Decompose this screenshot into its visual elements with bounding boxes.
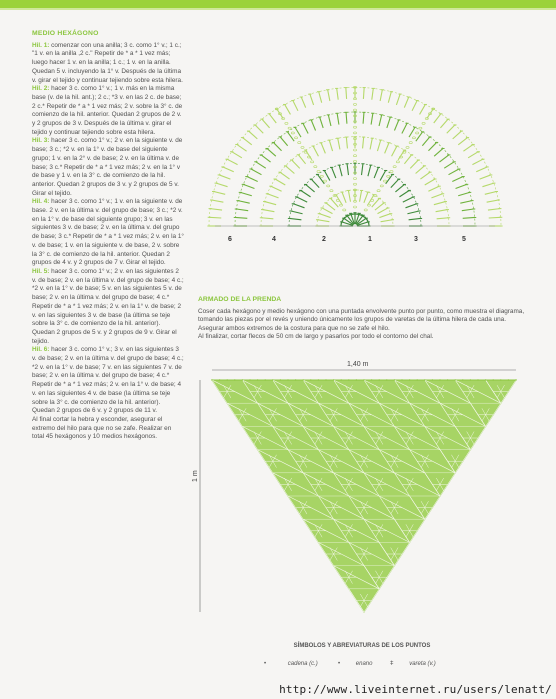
fringe-point: [265, 379, 266, 380]
armado-body: Coser cada hexágono y medio hexágono con una puntada envolvente punto por punto, como muestra el diagrama, tomando las piezas por el revés y uniendo únicamente los grupos de varetas de la última hilera de cada una. Asegurar ambos extremos de la costura para que no se zafe el hilo.: [198, 307, 525, 332]
fringe-point: [379, 379, 380, 380]
row-label: Hil. 4:: [32, 198, 50, 206]
row-text: hacer 3 c. como 1° v.; 1 v. en la siguiente v. de base. 2 v. en la última v. del grupo de base; 3 c.; *2 v. en la 1° v. de base del siguiente grupo; 3 v. en las siguientes 3 v. de base; 2 v. en la última v. del grupo de base; 3 c.* Repetir de * a * 1 vez más; 2 v. en la 1° v. de base; 1 v. en la siguiente v. de base, 2 v. sobre la 3° c. de comienzo de la hil. anterior. Quedan 2 grupos de 4 v. y 2 grupos de 7 v. Girar el tejido.: [32, 198, 184, 267]
fringe-point: [219, 379, 220, 380]
row-number-label: 6: [228, 236, 232, 243]
fringe-point: [272, 379, 273, 380]
fringe-point: [485, 379, 486, 380]
shawl-height-label: 1 m: [192, 470, 199, 482]
row-number-label: 4: [272, 236, 276, 243]
fringe-point: [227, 379, 228, 380]
fringe-point: [394, 379, 395, 380]
fringe-point: [371, 379, 372, 380]
fringe-point: [211, 379, 212, 380]
instruction-closing: Al final cortar la hebra y esconder, asegurar el extremo del hilo para que no se zafe. Realizar en total 45 hexágonos y 10 medios hexágonos.: [32, 415, 172, 441]
legend-item-cadena: [264, 661, 318, 667]
row-label: Hil. 1:: [32, 41, 50, 49]
legend-label: enano: [355, 661, 373, 667]
fringe-point: [356, 379, 357, 380]
fringe-point: [310, 379, 311, 380]
fringe-point: [287, 379, 288, 380]
fringe-point: [417, 379, 418, 380]
fringe-point: [508, 379, 509, 380]
fringe-point: [470, 379, 471, 380]
legend-label: vareta (v.): [409, 661, 436, 667]
fringe-point: [348, 379, 349, 380]
fringe-point: [363, 379, 364, 380]
fringe-point: [257, 379, 258, 380]
row-text: hacer 3 c. como 1° v.; 3 v. en las siguientes 3 v. de base; 2 v. en la última v. del grupo de base; 4 c.; *2 v. en la 1° v. de base; 7 v. en las siguientes 7 v. de base; 2 v. en la última v. del grupo de base; 4 c.* Repetir de * a * 1 vez más; 2 v. en la 1° v. de base; 4 v. en las siguientes 4 v. de base (la última se teje sobre la 3° c. de comienzo de la hil. anterior). Quedan 2 grupos de 6 v. y 2 grupos de 11 v.: [32, 346, 184, 415]
row-label: Hil. 2:: [32, 85, 50, 93]
chain-symbol-icon: •: [264, 661, 267, 667]
fringe-point: [341, 379, 342, 380]
fringe-point: [280, 379, 281, 380]
section-title-armado: ARMADO DE LA PRENDA: [198, 296, 282, 303]
fringe-point: [333, 379, 334, 380]
row-number-label: 5: [462, 236, 466, 243]
fringe-point: [515, 379, 516, 380]
section-title-medio: MEDIO HEXÁGONO: [32, 30, 99, 37]
fringe-point: [325, 379, 326, 380]
fringe-point: [432, 379, 433, 380]
row-label: Hil. 5:: [32, 267, 50, 275]
fringe-point: [455, 379, 456, 380]
fringe-point: [295, 379, 296, 380]
row-text: hacer 3 c. como 1° v.; 2 v. en las siguientes 2 v. de base; 2 v. en la última v. del grupo de base; 4 c.; *2 v. en la 1° v. de base; 5 v. en las siguientes 5 v. de base; 2 v. en la última v. del grupo de base; 4 c.* Repetir de * a * 1 vez más; 2 v. en la 1° v. de base; 2 v. en las siguientes 3 v. de base (la última se teje sobre la 3° c. de comienzo de la hil. anterior). Quedan 2 grupos de 5 v. y 2 grupos de 9 v. Girar el tejido.: [32, 267, 184, 345]
legend-label: cadena (c.): [287, 661, 318, 667]
fringe-point: [409, 379, 410, 380]
fringe-point: [462, 379, 463, 380]
row-number-label: 2: [322, 236, 326, 243]
shawl-width-label: 1,40 m: [347, 361, 369, 368]
legend-item-enano: [338, 661, 372, 667]
row-text: hacer 3 c. como 1° v.; 2 v. en la siguiente v. de base; 3 c.; *2 v. en la 1° v. de base del siguiente grupo; 1 v. en la 2° v. de base; 2 v. en la última v. de base; 3 c.* Repetir de * a * 1 vez más; 2 v. en la 1° v de base y 1 v. en la 3° c. de comienzo de la hil. anterior. Quedan 2 grupos de 3 v. y 2 grupos de 5 v. Girar el tejido.: [32, 137, 183, 197]
fringe-point: [500, 379, 501, 380]
legend-item-vareta: [390, 661, 436, 667]
row-number-label: 1: [368, 236, 372, 243]
armado-closing: Al finalizar, cortar flecos de 50 cm de largo y pasarlos por todo el contorno del chal.: [198, 333, 434, 341]
row-text: comenzar con una anilla; 3 c. como 1° v.; 1 c.; "1 v. en la anilla ,2 c." Repetir de * a * 1 vez más; luego hacer 1 v. en la anilla; 1 c.; 1 v. en la anilla. Quedan 5 v. incluyendo la 1° v. Después de la última v. girar el tejido y continuar tejiendo sobre esta hilera.: [32, 41, 183, 84]
fringe-point: [493, 379, 494, 380]
slip-stitch-icon: •: [338, 661, 341, 667]
row-number-label: 3: [414, 236, 418, 243]
fringe-point: [318, 379, 319, 380]
row-label: Hil. 6:: [32, 346, 50, 354]
fringe-point: [234, 379, 235, 380]
fringe-point: [303, 379, 304, 380]
fringe-point: [249, 379, 250, 380]
fringe-point: [386, 379, 387, 380]
fringe-point: [401, 379, 402, 380]
fringe-point: [447, 379, 448, 380]
row-text: hacer 3 c. como 1° v.; 1 v. más en la misma base (v. de la hil. ant.); 2 c.; *3 v. en las 2 c. de base; 2 c.* Repetir de * a * 1 vez más; 2 v. sobre la 3° c. de comienzo de la hil. anterior. Quedan 2 grupos de 2 v. y 2 grupos de 3 v. Después de la última v. girar el tejido y continuar tejiendo sobre esta hilera.: [32, 85, 183, 136]
row-label: Hil. 3:: [32, 137, 50, 145]
fringe-point: [477, 379, 478, 380]
watermark-url: http://www.liveinternet.ru/users/lenatt/: [279, 683, 552, 696]
fringe-point: [439, 379, 440, 380]
legend-title: SÍMBOLOS Y ABREVIATURAS DE LOS PUNTOS: [293, 643, 431, 649]
fringe-point: [424, 379, 425, 380]
fringe-point: [242, 379, 243, 380]
double-crochet-icon: ǂ: [390, 661, 394, 667]
